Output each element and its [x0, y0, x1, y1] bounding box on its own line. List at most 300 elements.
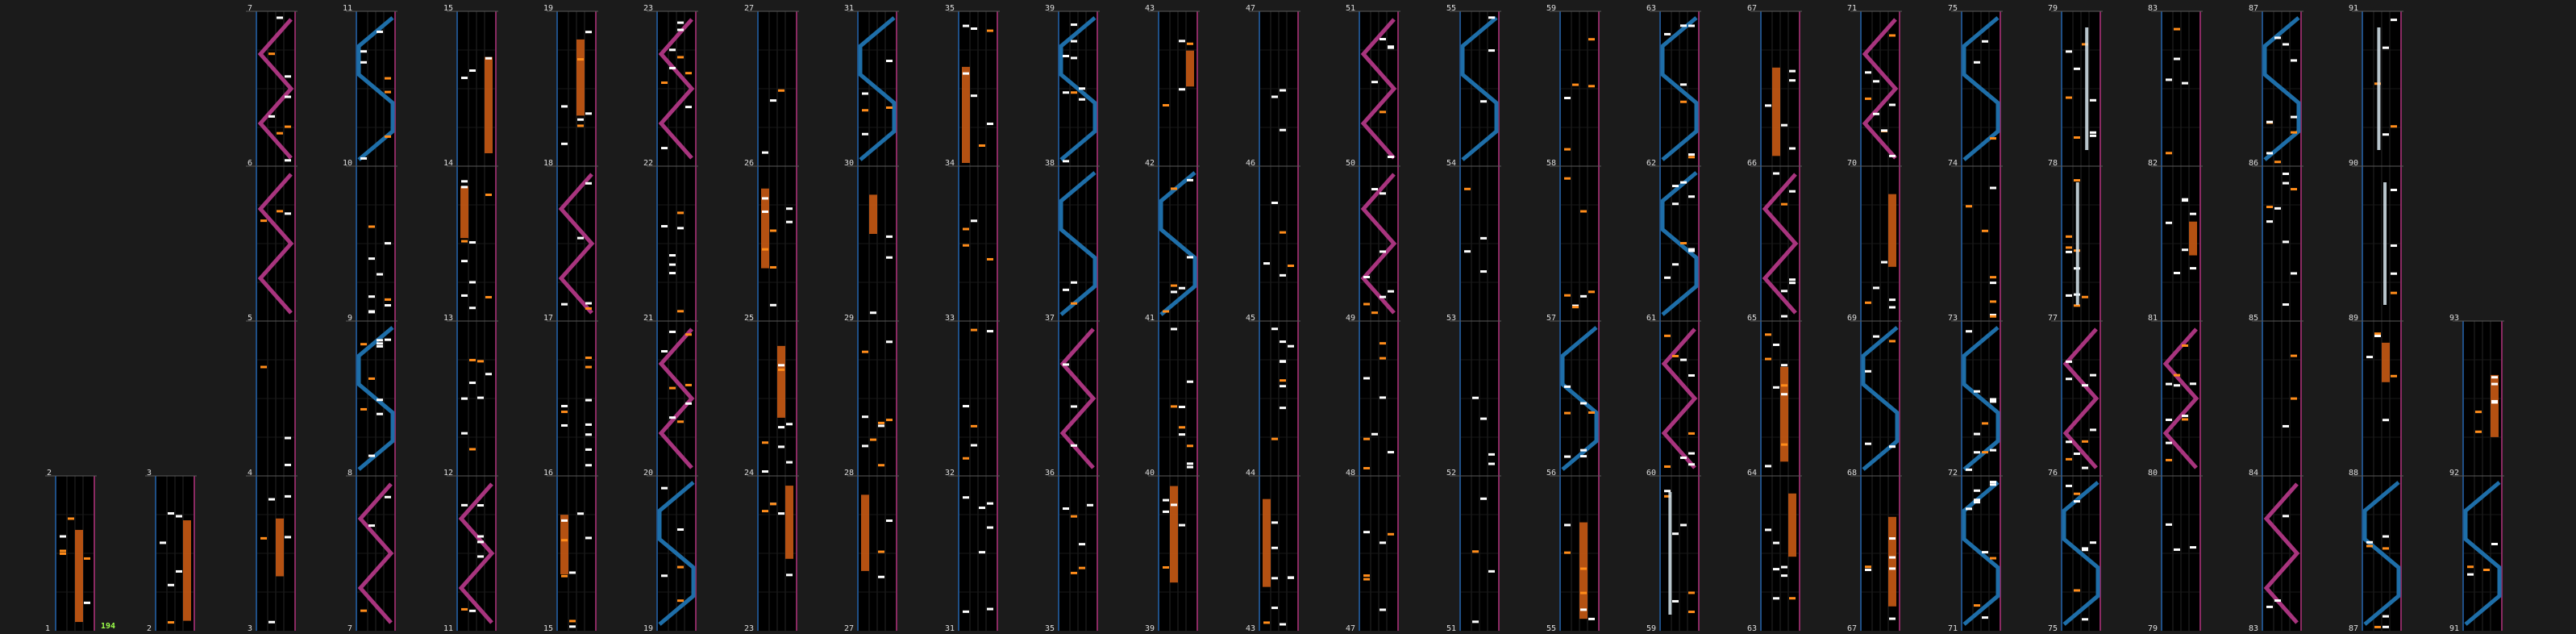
tap-note — [1179, 524, 1185, 527]
tap-note — [2082, 548, 2088, 551]
tap-note — [1063, 55, 1069, 57]
tap-note — [963, 25, 969, 27]
tap-note — [778, 512, 784, 515]
hold-note — [2189, 222, 2197, 256]
hold-note — [1780, 367, 1788, 461]
tap-note — [677, 420, 684, 423]
tap-note — [1179, 406, 1185, 408]
measure-number: 31 — [944, 624, 955, 633]
tap-note — [561, 405, 568, 407]
tap-note — [2082, 618, 2088, 620]
tap-note — [1773, 568, 1779, 570]
tap-note — [2066, 251, 2072, 253]
tap-note — [677, 56, 684, 58]
tap-note — [1380, 296, 1386, 298]
tap-note — [2182, 415, 2188, 417]
tap-note — [1580, 402, 1587, 404]
measure-number: 24 — [743, 469, 754, 478]
tap-note — [1889, 445, 1896, 448]
tap-note — [2182, 418, 2188, 420]
tap-note — [461, 294, 468, 297]
tap-note — [1380, 396, 1386, 398]
tap-note — [377, 413, 383, 415]
tap-note — [368, 257, 375, 260]
tap-note — [1388, 533, 1394, 536]
tap-note — [677, 310, 684, 312]
tap-note — [1564, 148, 1571, 151]
tap-note — [1773, 597, 1779, 599]
tap-note — [886, 519, 893, 522]
tap-note — [1572, 84, 1579, 86]
measure-number: 41 — [1144, 314, 1155, 323]
tap-note — [561, 539, 568, 541]
tap-note — [1688, 591, 1695, 594]
tap-note — [1564, 97, 1571, 99]
tap-note — [585, 31, 592, 33]
tap-note — [1187, 462, 1193, 465]
tap-note — [1179, 287, 1185, 290]
tap-note — [770, 304, 776, 307]
tap-note — [2090, 135, 2096, 137]
measure-number: 91 — [2348, 4, 2358, 13]
tap-note — [2074, 68, 2080, 70]
measure-number: 44 — [1245, 469, 1255, 478]
measure-number: 53 — [1446, 314, 1456, 323]
tap-note — [963, 611, 969, 613]
tap-note — [1765, 465, 1771, 467]
tap-note — [979, 551, 985, 553]
hold-note — [1888, 194, 1896, 267]
measure-number: 11 — [443, 624, 453, 633]
measure-number: 68 — [1846, 469, 1857, 478]
tap-note — [461, 432, 468, 435]
tap-note — [1388, 290, 1394, 293]
tap-note — [1071, 56, 1077, 59]
tap-note — [1889, 340, 1896, 342]
tap-note — [2174, 28, 2180, 31]
tap-note — [1488, 570, 1495, 573]
measure-number: 46 — [1245, 159, 1255, 168]
tap-note — [1079, 543, 1085, 545]
tap-note — [1271, 96, 1278, 98]
tap-note — [661, 81, 668, 84]
tap-note — [1889, 298, 1896, 301]
tap-note — [762, 510, 768, 512]
tap-note — [561, 303, 568, 306]
tap-note — [561, 105, 568, 107]
tap-note — [971, 27, 977, 30]
measure-number: 91 — [2449, 624, 2459, 633]
tap-note — [1464, 188, 1471, 190]
tap-note — [1781, 290, 1787, 292]
measure-number: 31 — [843, 4, 854, 13]
tap-note — [1789, 282, 1796, 284]
tap-note — [1990, 186, 1996, 189]
tap-note — [2274, 161, 2281, 163]
tap-note — [1781, 364, 1787, 366]
measure-number: 70 — [1846, 159, 1857, 168]
measure-number: 9 — [347, 314, 352, 323]
tap-note — [1781, 384, 1787, 386]
tap-note — [963, 73, 969, 75]
tap-note — [1564, 386, 1571, 388]
tap-note — [971, 444, 977, 447]
tap-note — [285, 437, 291, 440]
tap-note — [2190, 213, 2196, 215]
hold-note — [1579, 523, 1588, 619]
tap-note — [1179, 40, 1185, 42]
tap-note — [1865, 569, 1871, 571]
measure-number: 63 — [1746, 624, 1757, 633]
tap-note — [1271, 438, 1278, 440]
measure-number: 19 — [543, 4, 553, 13]
tap-note — [1380, 192, 1386, 194]
tap-note — [561, 575, 568, 578]
tap-note — [2166, 523, 2172, 526]
measure-number: 87 — [2248, 4, 2258, 13]
tap-note — [1990, 315, 1996, 318]
measure-number: 32 — [944, 469, 955, 478]
tap-note — [260, 537, 267, 540]
tap-note — [1990, 449, 1996, 452]
hold-note — [1263, 499, 1271, 587]
tap-note — [963, 457, 969, 460]
tap-note — [2283, 173, 2289, 175]
tap-note — [2283, 515, 2289, 517]
tap-note — [778, 369, 784, 371]
tap-note — [862, 109, 868, 111]
measure-number: 29 — [843, 314, 854, 323]
tap-note — [2266, 121, 2273, 123]
tap-note — [1079, 98, 1085, 101]
measure-number: 3 — [146, 469, 152, 478]
tap-note — [385, 91, 391, 94]
measure-number: 15 — [543, 624, 553, 633]
tap-note — [1865, 565, 1871, 568]
tap-note — [1688, 432, 1695, 435]
measure-number: 49 — [1345, 314, 1355, 323]
tap-note — [477, 540, 484, 543]
tap-note — [1881, 129, 1887, 131]
tap-note — [1480, 270, 1487, 273]
tap-note — [385, 298, 391, 301]
tap-note — [1480, 237, 1487, 240]
tap-note — [2082, 384, 2088, 386]
tap-note — [1363, 531, 1370, 533]
tap-note — [2475, 431, 2482, 433]
tap-note — [963, 244, 969, 247]
tap-note — [1280, 361, 1286, 363]
tap-note — [886, 236, 893, 238]
tap-note — [1672, 355, 1679, 357]
tap-note — [2391, 292, 2397, 294]
tap-note — [385, 339, 391, 341]
tap-note — [1789, 79, 1796, 81]
tap-note — [2391, 125, 2397, 127]
tap-note — [1966, 469, 1972, 471]
tap-note — [661, 225, 668, 227]
tap-note — [963, 496, 969, 498]
tap-note — [1680, 242, 1687, 244]
tap-note — [685, 384, 692, 386]
measure-number: 90 — [2348, 159, 2358, 168]
measure-number: 11 — [342, 4, 352, 13]
tap-note — [1974, 490, 1980, 492]
measure-number: 92 — [2449, 469, 2459, 478]
tap-note — [2391, 19, 2397, 21]
tap-note — [762, 248, 768, 251]
tap-note — [1990, 398, 1996, 401]
tap-note — [878, 551, 884, 553]
tap-note — [2291, 131, 2297, 134]
tap-note — [461, 260, 468, 262]
tap-note — [2274, 36, 2281, 39]
tap-note — [987, 608, 993, 611]
tap-note — [1564, 412, 1571, 415]
tap-note — [461, 398, 468, 400]
tap-note — [2090, 428, 2096, 431]
tap-note — [1873, 80, 1879, 82]
hold-note — [2382, 343, 2390, 382]
tap-note — [1966, 205, 1972, 207]
measure-number: 93 — [2449, 314, 2459, 323]
tap-note — [577, 119, 584, 121]
tap-note — [385, 136, 391, 138]
tap-note — [1688, 250, 1695, 252]
measure-number: 23 — [643, 4, 653, 13]
tap-note — [1472, 620, 1479, 623]
bpm-marker: 194 — [101, 622, 116, 631]
tap-note — [1974, 498, 1980, 501]
tap-note — [2074, 589, 2080, 591]
tap-note — [477, 536, 484, 538]
measure-number: 3 — [247, 624, 252, 633]
measure-number: 75 — [2047, 624, 2058, 633]
tap-note — [2182, 344, 2188, 347]
tap-note — [1873, 286, 1879, 289]
tap-note — [585, 182, 592, 185]
tap-note — [669, 264, 676, 266]
tap-note — [878, 464, 884, 466]
tap-note — [770, 503, 776, 505]
measure-number: 5 — [247, 314, 252, 323]
measure-number: 77 — [2047, 314, 2058, 323]
tap-note — [1580, 211, 1587, 213]
tap-note — [1990, 400, 1996, 403]
tap-note — [168, 584, 174, 586]
tap-note — [1580, 455, 1587, 457]
tap-note — [260, 365, 267, 368]
tap-note — [1789, 190, 1796, 193]
tap-note — [268, 621, 275, 624]
tap-note — [1664, 465, 1671, 468]
hold-note — [962, 67, 970, 163]
tap-note — [2090, 374, 2096, 377]
tap-note — [2182, 198, 2188, 201]
tap-note — [677, 566, 684, 569]
measure-number: 50 — [1345, 159, 1355, 168]
tap-note — [2166, 419, 2172, 421]
tap-note — [469, 241, 476, 244]
tap-note — [786, 207, 793, 210]
tap-note — [2074, 493, 2080, 495]
tap-note — [1187, 43, 1193, 45]
laser-white — [2085, 27, 2088, 150]
tap-note — [285, 96, 291, 98]
tap-note — [477, 504, 484, 507]
tap-note — [1974, 390, 1980, 393]
tap-note — [1187, 444, 1193, 447]
tap-note — [1271, 547, 1278, 549]
measure-number: 38 — [1044, 159, 1055, 168]
tap-note — [1865, 370, 1871, 373]
tap-note — [862, 93, 868, 95]
tap-note — [762, 441, 768, 444]
tap-note — [1179, 88, 1185, 90]
tap-note — [585, 448, 592, 451]
tap-note — [1480, 498, 1487, 500]
tap-note — [677, 22, 684, 24]
tap-note — [963, 227, 969, 230]
tap-note — [2174, 384, 2180, 386]
tap-note — [2166, 442, 2172, 444]
tap-note — [469, 281, 476, 283]
tap-note — [577, 237, 584, 240]
tap-note — [987, 527, 993, 529]
tap-note — [1873, 336, 1879, 338]
tap-note — [477, 555, 484, 557]
tap-note — [1071, 282, 1077, 284]
tap-note — [2190, 382, 2196, 385]
tap-note — [461, 180, 468, 182]
tap-note — [1280, 129, 1286, 131]
measure-number: 61 — [1646, 314, 1656, 323]
tap-note — [1480, 418, 1487, 420]
tap-note — [1380, 342, 1386, 344]
measure-number: 30 — [843, 159, 854, 168]
tap-note — [1974, 451, 1980, 453]
tap-note — [1781, 124, 1787, 127]
tap-note — [1873, 113, 1879, 115]
tap-note — [360, 61, 367, 64]
tap-note — [786, 221, 793, 223]
tap-note — [561, 143, 568, 145]
measure-number: 12 — [443, 469, 453, 478]
tap-note — [1063, 160, 1069, 162]
tap-note — [84, 557, 90, 560]
tap-note — [1163, 311, 1169, 313]
tap-note — [168, 512, 174, 515]
tap-note — [2266, 152, 2273, 154]
tap-note — [2491, 400, 2498, 403]
tap-note — [1789, 70, 1796, 73]
tap-note — [1564, 523, 1571, 526]
tap-note — [1063, 289, 1069, 291]
tap-note — [285, 464, 291, 466]
tap-note — [485, 296, 492, 298]
tap-note — [1472, 397, 1479, 399]
tap-note — [360, 610, 367, 612]
tap-note — [469, 382, 476, 384]
tap-note — [1171, 327, 1177, 330]
tap-note — [60, 553, 66, 555]
measure-number: 85 — [2248, 314, 2258, 323]
measure-number: 26 — [743, 159, 754, 168]
tap-note — [1380, 541, 1386, 544]
tap-note — [277, 210, 283, 212]
tap-note — [862, 444, 868, 447]
tap-note — [385, 77, 391, 80]
tap-note — [285, 495, 291, 498]
tap-note — [2391, 273, 2397, 275]
tap-note — [561, 411, 568, 413]
tap-note — [2190, 546, 2196, 548]
tap-note — [360, 157, 367, 160]
tap-note — [786, 461, 793, 464]
tap-note — [1564, 177, 1571, 180]
tap-note — [1889, 155, 1896, 157]
tap-note — [469, 359, 476, 361]
tap-note — [1889, 537, 1896, 540]
hold-note — [460, 186, 468, 238]
tap-note — [2374, 626, 2381, 628]
tap-note — [1280, 624, 1286, 626]
tap-note — [669, 387, 676, 390]
tap-note — [669, 331, 676, 333]
tap-note — [1187, 179, 1193, 181]
tap-note — [669, 254, 676, 257]
tap-note — [1280, 379, 1286, 382]
tap-note — [762, 211, 768, 213]
tap-note — [1889, 557, 1896, 559]
tap-note — [2074, 453, 2080, 455]
tap-note — [1765, 528, 1771, 531]
tap-note — [1371, 188, 1378, 190]
tap-note — [1071, 572, 1077, 574]
tap-note — [577, 124, 584, 127]
tap-note — [2174, 58, 2180, 60]
tap-note — [1966, 330, 1972, 332]
hold-note — [485, 57, 493, 153]
tap-note — [360, 343, 367, 345]
tap-note — [1380, 608, 1386, 611]
measure-number: 36 — [1044, 469, 1055, 478]
tap-note — [84, 602, 90, 604]
measure-number: 81 — [2147, 314, 2158, 323]
tap-note — [477, 397, 484, 399]
tap-note — [1179, 426, 1185, 428]
tap-note — [1664, 33, 1671, 35]
tap-note — [685, 403, 692, 405]
tap-note — [1071, 515, 1077, 518]
tap-note — [585, 302, 592, 305]
tap-note — [1781, 203, 1787, 206]
tap-note — [1688, 611, 1695, 613]
tap-note — [1765, 333, 1771, 336]
tap-note — [1672, 600, 1679, 603]
tap-note — [2291, 188, 2297, 190]
tap-note — [2283, 425, 2289, 428]
tap-note — [886, 419, 893, 421]
tap-note — [862, 133, 868, 136]
tap-note — [1672, 532, 1679, 535]
tap-note — [385, 304, 391, 307]
tap-note — [778, 426, 784, 428]
tap-note — [2090, 99, 2096, 102]
tap-note — [1974, 501, 1980, 503]
tap-note — [1781, 393, 1787, 395]
tap-note — [1990, 483, 1996, 486]
